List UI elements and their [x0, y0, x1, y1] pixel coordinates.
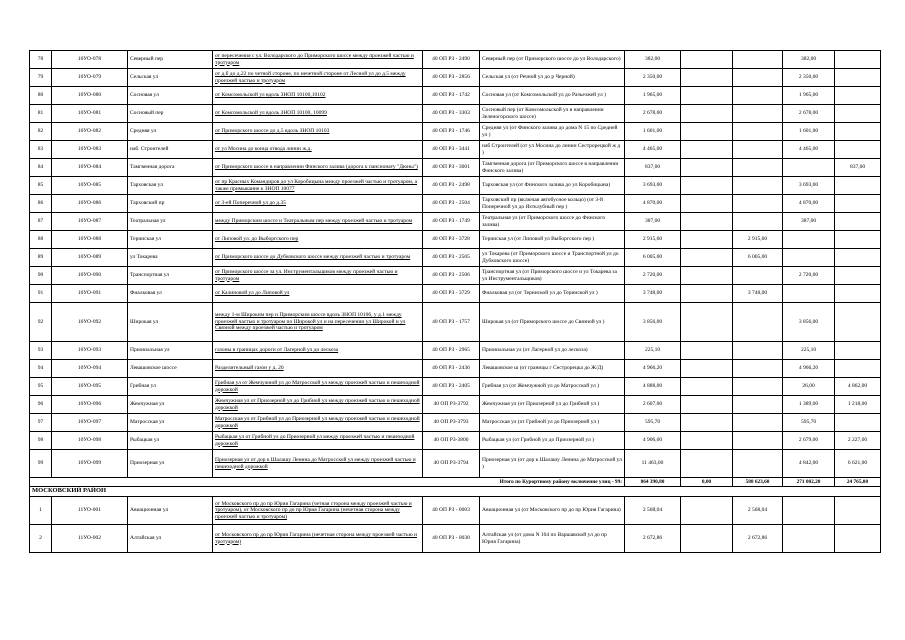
row-code: 10УО-078 — [52, 51, 128, 69]
row-code: 11УО-001 — [52, 497, 128, 525]
row-object-name: Грибная ул (от Жемчужной ул до Матросской ул ) — [480, 378, 625, 396]
row-object-name: Северный пер (от Приморского шоссе до ул Володарского) — [480, 51, 625, 69]
row-registry-number: 40 ОП РЗ-3794 — [423, 450, 480, 478]
table-row — [30, 231, 881, 249]
row-col-3 — [783, 159, 835, 177]
row-col-3: 1 601,00 — [783, 123, 835, 141]
row-col-1 — [681, 249, 733, 267]
row-code: 10УО-092 — [52, 303, 128, 342]
row-code: 10УО-084 — [52, 159, 128, 177]
row-registry-number: 40 ОП РЗ - 2498 — [423, 177, 480, 195]
row-col-2: 2 915,60 — [733, 231, 783, 249]
table-row — [30, 378, 881, 396]
total-sum: 864 390,80 — [625, 478, 681, 487]
row-col-2 — [733, 141, 783, 159]
row-registry-number: 40 ОП РЗ - 2506 — [423, 267, 480, 285]
row-code: 11УО-002 — [52, 525, 128, 553]
row-col-3: 3 856,00 — [783, 303, 835, 342]
row-col-2 — [733, 360, 783, 378]
row-street-name: Приовзальная ул — [128, 342, 213, 360]
row-col-4 — [835, 525, 881, 553]
row-description: от Приморского шоссе в направлении Финского залива (дорога к пансионату "Дюны") — [213, 159, 423, 177]
district-header-row — [30, 487, 881, 497]
table-row — [30, 360, 881, 378]
table-row — [30, 51, 881, 69]
row-object-name: Алтайская ул (от дома N 104 по Варшавской ул до пр Юрия Гагарина) — [480, 525, 625, 553]
row-code: 10УО-095 — [52, 378, 128, 396]
row-object-name: Жемчужная ул (от Приозерной ул до Грибной ул ) — [480, 396, 625, 414]
row-col-3 — [783, 231, 835, 249]
row-col-4: 6 621,00 — [835, 450, 881, 478]
row-col-2 — [733, 378, 783, 396]
row-col-3: 1 965,00 — [783, 87, 835, 105]
row-street-name: Авиационная ул — [128, 497, 213, 525]
row-col-4 — [835, 105, 881, 123]
row-code: 10УО-081 — [52, 105, 128, 123]
row-street-name: ул Токарева — [128, 249, 213, 267]
row-total: 4 465,00 — [625, 141, 681, 159]
row-col-4: 4 862,00 — [835, 378, 881, 396]
row-col-1 — [681, 396, 733, 414]
row-col-2 — [733, 177, 783, 195]
row-col-1 — [681, 177, 733, 195]
table-row — [30, 105, 881, 123]
row-registry-number: 40 ОП РЗ-3793 — [423, 414, 480, 432]
row-number: 87 — [30, 213, 52, 231]
row-col-1 — [681, 303, 733, 342]
row-street-name: Средняя ул — [128, 123, 213, 141]
row-total: 3 856,00 — [625, 303, 681, 342]
row-street-name: Северный пер — [128, 51, 213, 69]
row-total: 387,00 — [625, 213, 681, 231]
row-registry-number: 40 ОП РЗ-3800 — [423, 432, 480, 450]
row-object-name: Приозерная ул (от дор к Шалашу Ленина до Матросской ул ) — [480, 450, 625, 478]
row-number: 91 — [30, 285, 52, 303]
row-total: 4 888,00 — [625, 378, 681, 396]
row-total: 2 678,00 — [625, 105, 681, 123]
row-total: 4 906,00 — [625, 432, 681, 450]
row-description: между 1-м Широким пер и Приморским шоссе вдоль ЗНОП 10106, у д.1 между проезжей частью и тротуаром по Широкой ул и на пересечении ул Широкой и ул Связной между проезжей частью и тротуаром — [213, 303, 423, 342]
row-object-name: Тамгвенная дорога (от Приморского шоссе в направлении Финского залива) — [480, 159, 625, 177]
row-object-name: ул Токарева (от Приморского шоссе и Транспортной ул до Дубковского шоссе) — [480, 249, 625, 267]
row-registry-number: 40 ОП РЗ - 1746 — [423, 123, 480, 141]
row-col-1 — [681, 213, 733, 231]
row-object-name: Тарховская ул (от Финского залива до ул Коробицына) — [480, 177, 625, 195]
row-registry-number: 40 ОП РЗ - 3729 — [423, 285, 480, 303]
row-col-3: 387,00 — [783, 213, 835, 231]
row-col-2 — [733, 303, 783, 342]
row-number: 83 — [30, 141, 52, 159]
row-col-3: 2 350,00 — [783, 69, 835, 87]
row-col-2 — [733, 51, 783, 69]
row-code: 10УО-097 — [52, 414, 128, 432]
row-street-name: Грибная ул — [128, 378, 213, 396]
row-col-4 — [835, 285, 881, 303]
row-registry-number: 40 ОП РЗ - 2436 — [423, 360, 480, 378]
row-number: 99 — [30, 450, 52, 478]
row-col-2 — [733, 450, 783, 478]
row-code: 10УО-098 — [52, 432, 128, 450]
row-number: 98 — [30, 432, 52, 450]
row-col-2 — [733, 159, 783, 177]
row-total: 2 672,86 — [625, 525, 681, 553]
row-registry-number: 40 ОП РЗ - 2856 — [423, 69, 480, 87]
table-row — [30, 432, 881, 450]
row-col-3 — [783, 497, 835, 525]
row-street-name: Транспортная ул — [128, 267, 213, 285]
row-street-name: Рыбацкая ул — [128, 432, 213, 450]
row-object-name: Тарховский пр (включая автобусное кольцо) (от 3-й Поперечной ул до Яхтклубный пер ) — [480, 195, 625, 213]
row-object-name: Рыбацкая ул (от Грибной ул до Приозерной ул ) — [480, 432, 625, 450]
row-col-3: 595,70 — [783, 414, 835, 432]
row-code: 10УО-088 — [52, 231, 128, 249]
row-col-4 — [835, 249, 881, 267]
row-registry-number: 40 ОП РЗ - 3303 — [423, 105, 480, 123]
row-description: от пр Красных Командиров до ул Коробицына между проезжей частью и тротуаром, а также примыкание к ЗНОП 10077 — [213, 177, 423, 195]
row-total: 3 693,00 — [625, 177, 681, 195]
row-col-4 — [835, 69, 881, 87]
row-col-4 — [835, 87, 881, 105]
table-row — [30, 525, 881, 553]
row-col-1 — [681, 414, 733, 432]
row-col-4 — [835, 342, 881, 360]
row-col-2 — [733, 432, 783, 450]
row-col-3: 3 693,00 — [783, 177, 835, 195]
row-col-2 — [733, 195, 783, 213]
row-col-1 — [681, 525, 733, 553]
row-description: от Приморского шоссе до д.5 вдоль ЗНОП 10103 — [213, 123, 423, 141]
row-description: Жемчужная ул от Приозерной ул до Грибной ул между проезжей частью и пешеходной дорожкой — [213, 396, 423, 414]
row-number: 88 — [30, 231, 52, 249]
row-col-2: 3 748,00 — [733, 285, 783, 303]
row-number: 2 — [30, 525, 52, 553]
row-col-1 — [681, 159, 733, 177]
row-col-1 — [681, 378, 733, 396]
row-description: от Московского пр до пр Юрия Гагарина (четная сторона между проезжей частью и тротуаром), от Московского пр до пр Юрия Гагарина (нечетная сторона между проезжей частью и тротуаром) — [213, 497, 423, 525]
total-col-3: 271 002,20 — [783, 478, 835, 487]
row-description: от 3-ей Поперечной ул до д.35 — [213, 195, 423, 213]
table-row — [30, 303, 881, 342]
row-col-2 — [733, 267, 783, 285]
row-object-name: Сосновая ул (от Комсомольской ул до Разъезжей ул ) — [480, 87, 625, 105]
row-col-2: 2 672,86 — [733, 525, 783, 553]
row-street-name: Терииская ул — [128, 231, 213, 249]
row-code: 10УО-091 — [52, 285, 128, 303]
row-description: Рыбацкая ул от Грибной ул до Приозерной ул между проезжей частью и пешеходной дорожкой — [213, 432, 423, 450]
total-col-1: 0,00 — [681, 478, 733, 487]
row-total: 382,00 — [625, 51, 681, 69]
row-code: 10УО-096 — [52, 396, 128, 414]
row-object-name: Терииская ул (от Липовой ул Выборгского пер ) — [480, 231, 625, 249]
row-total: 1 965,00 — [625, 87, 681, 105]
row-object-name: Транспортная ул (от Приморского шоссе и ул Токарева за ул Инструментальщиков) — [480, 267, 625, 285]
row-col-4 — [835, 177, 881, 195]
row-description: Матросская ул от Грибной ул до Приозерной ул между проезжей частью и пешеходной дорожкой — [213, 414, 423, 432]
row-registry-number: 40 ОП РЗ - 1757 — [423, 303, 480, 342]
row-col-3: 2 679,00 — [783, 432, 835, 450]
row-number: 96 — [30, 396, 52, 414]
row-code: 10УО-079 — [52, 69, 128, 87]
table-row — [30, 195, 881, 213]
row-col-2 — [733, 69, 783, 87]
table-row — [30, 87, 881, 105]
row-number: 86 — [30, 195, 52, 213]
row-description: газоны в границах дороги от Лагерной ул до лескоза — [213, 342, 423, 360]
row-col-3: 26,00 — [783, 378, 835, 396]
row-total: 837,00 — [625, 159, 681, 177]
row-code: 10УО-082 — [52, 123, 128, 141]
row-col-3: 2 720,00 — [783, 267, 835, 285]
row-total: 11 463,00 — [625, 450, 681, 478]
row-street-name: Фиалковая ул — [128, 285, 213, 303]
row-description: от Липовой ул. до Выборгского пер — [213, 231, 423, 249]
row-street-name: Тамгвенная дорога — [128, 159, 213, 177]
row-description: Приозерная ул от дор к Шалашу Ленина до Матросской ул между проезжей частью и пешеходной дорожкой — [213, 450, 423, 478]
row-number: 92 — [30, 303, 52, 342]
row-col-1 — [681, 123, 733, 141]
table-row — [30, 177, 881, 195]
row-number: 79 — [30, 69, 52, 87]
table-row — [30, 285, 881, 303]
row-object-name: Сосновый пер (от Комсомольской ул в направлении Зеленогорского шоссе) — [480, 105, 625, 123]
row-col-1 — [681, 87, 733, 105]
row-col-2 — [733, 396, 783, 414]
row-registry-number: 40 ОП РЗ - 0038 — [423, 525, 480, 553]
row-col-1 — [681, 231, 733, 249]
total-row — [30, 478, 881, 487]
row-col-2 — [733, 342, 783, 360]
row-col-1 — [681, 195, 733, 213]
row-col-1 — [681, 432, 733, 450]
row-registry-number: 40 ОП РЗ - 0003 — [423, 497, 480, 525]
table-row — [30, 123, 881, 141]
row-number: 89 — [30, 249, 52, 267]
row-col-1 — [681, 497, 733, 525]
row-code: 10УО-090 — [52, 267, 128, 285]
table-row — [30, 249, 881, 267]
table-row — [30, 141, 881, 159]
row-registry-number: 40 ОП РЗ - 2965 — [423, 342, 480, 360]
row-col-1 — [681, 51, 733, 69]
row-number: 81 — [30, 105, 52, 123]
row-col-1 — [681, 450, 733, 478]
row-col-3: 225,10 — [783, 342, 835, 360]
row-number: 97 — [30, 414, 52, 432]
row-object-name: Средняя ул (от Финского залива до дома N 15 по Средней ул ) — [480, 123, 625, 141]
row-registry-number: 40 ОП РЗ - 2405 — [423, 378, 480, 396]
row-col-4 — [835, 303, 881, 342]
row-col-1 — [681, 285, 733, 303]
row-total: 3 748,00 — [625, 285, 681, 303]
row-col-3: 2 678,00 — [783, 105, 835, 123]
row-street-name: Тарховский пр — [128, 195, 213, 213]
row-street-name: Приозерная ул — [128, 450, 213, 478]
row-col-4: 2 227,00 — [835, 432, 881, 450]
row-object-name: Сельская ул (от Речной ул до р Черной) — [480, 69, 625, 87]
row-code: 10УО-093 — [52, 342, 128, 360]
row-col-1 — [681, 141, 733, 159]
row-description: от Калиновой ул до Липовой ул — [213, 285, 423, 303]
row-registry-number: 40 ОП РЗ - 1749 — [423, 213, 480, 231]
row-col-4 — [835, 231, 881, 249]
table-row — [30, 159, 881, 177]
row-code: 10УО-086 — [52, 195, 128, 213]
row-description: от Приморского шоссе до Дубковского шоссе между проезжей частью и тротуаром — [213, 249, 423, 267]
row-total: 2 350,00 — [625, 69, 681, 87]
row-description: от Комсомольской ул вдоль ЗНОП 10100,10102 — [213, 87, 423, 105]
row-col-4: 1 218,00 — [835, 396, 881, 414]
row-object-name: Авиационная ул (от Московского пр до пр Юрия Гагарина) — [480, 497, 625, 525]
row-number: 84 — [30, 159, 52, 177]
row-col-1 — [681, 342, 733, 360]
row-street-name: Широкая ул — [128, 303, 213, 342]
row-col-1 — [681, 360, 733, 378]
streets-table — [29, 50, 881, 553]
row-total: 1 601,00 — [625, 123, 681, 141]
row-number: 82 — [30, 123, 52, 141]
row-object-name: Матросская ул (от Грибной ул до Приозерной ул ) — [480, 414, 625, 432]
row-street-name: Сельская ул — [128, 69, 213, 87]
row-col-3: 4 966,20 — [783, 360, 835, 378]
row-total: 6 005,00 — [625, 249, 681, 267]
row-number: 78 — [30, 51, 52, 69]
district-title: МОСКОВСКИЙ РАЙОН — [30, 487, 881, 497]
row-object-name: Приовзальная ул (от Лагерной ул до лескоза) — [480, 342, 625, 360]
row-object-name: Левашовское ш (от границы г Сестрорецка до Ж/Д) — [480, 360, 625, 378]
row-registry-number: 40 ОП РЗ - 2505 — [423, 249, 480, 267]
row-col-4 — [835, 141, 881, 159]
total-col-2: 588 623,60 — [733, 478, 783, 487]
row-col-3: 382,00 — [783, 51, 835, 69]
table-row — [30, 213, 881, 231]
row-street-name: Левашовское шоссе — [128, 360, 213, 378]
row-number: 85 — [30, 177, 52, 195]
row-registry-number: 40 ОП РЗ-3792 — [423, 396, 480, 414]
row-col-2: 6 005,00 — [733, 249, 783, 267]
row-object-name: Широкая ул (от Приморского шоссе до Связной ул ) — [480, 303, 625, 342]
row-total: 595,70 — [625, 414, 681, 432]
row-col-3 — [783, 249, 835, 267]
row-col-2 — [733, 123, 783, 141]
row-col-2 — [733, 105, 783, 123]
row-col-1 — [681, 69, 733, 87]
row-registry-number: 40 ОП РЗ - 3001 — [423, 159, 480, 177]
row-col-1 — [681, 105, 733, 123]
row-street-name: Матросская ул — [128, 414, 213, 432]
row-description: от пересечения с ул. Володарского до Приморского шоссе между проезжей частью и тротуаром — [213, 51, 423, 69]
row-col-2 — [733, 213, 783, 231]
row-registry-number: 40 ОП РЗ - 3728 — [423, 231, 480, 249]
row-number: 95 — [30, 378, 52, 396]
row-description: от Комсомольской ул вдоль ЗНОП 10100, 10099 — [213, 105, 423, 123]
row-registry-number: 40 ОП РЗ - 3441 — [423, 141, 480, 159]
row-total: 2 915,60 — [625, 231, 681, 249]
row-number: 80 — [30, 87, 52, 105]
row-description: между Приморским шоссе и Театральным пер между проезжей частью и тротуаром — [213, 213, 423, 231]
table-row — [30, 267, 881, 285]
row-code: 10УО-080 — [52, 87, 128, 105]
row-col-3: 4 465,00 — [783, 141, 835, 159]
row-col-3 — [783, 525, 835, 553]
row-description: от д.б до д.22 по четной стороне, по нечетной стороне от Лесной ул до д.5 между проезжей частью и тротуаром — [213, 69, 423, 87]
row-number: 90 — [30, 267, 52, 285]
row-col-4 — [835, 497, 881, 525]
row-description: Грибная ул от Жемчужной ул до Матросской ул между проезжей частью и пешеходной дорожкой — [213, 378, 423, 396]
row-col-4 — [835, 51, 881, 69]
row-total: 2 607,00 — [625, 396, 681, 414]
row-street-name: наб. Строителей — [128, 141, 213, 159]
row-col-4 — [835, 123, 881, 141]
row-total: 225,10 — [625, 342, 681, 360]
row-street-name: Сосновая ул — [128, 87, 213, 105]
row-code: 10УО-099 — [52, 450, 128, 478]
row-total: 4 966,20 — [625, 360, 681, 378]
row-total: 2 720,00 — [625, 267, 681, 285]
row-street-name: Алтайская ул — [128, 525, 213, 553]
table-row — [30, 414, 881, 432]
row-street-name: Театральная ул — [128, 213, 213, 231]
row-registry-number: 40 ОП РЗ - 2490 — [423, 51, 480, 69]
row-col-1 — [681, 267, 733, 285]
table-row — [30, 342, 881, 360]
row-col-4 — [835, 195, 881, 213]
row-description: от Московского пр до пр Юрия Гагарина (нечетная сторона между проезжей частью и тротуаром) — [213, 525, 423, 553]
table-row — [30, 396, 881, 414]
table-row — [30, 497, 881, 525]
total-col-4: 24 765,00 — [835, 478, 881, 487]
document-sheet — [29, 50, 880, 553]
row-object-name: наб Строителей (от ул Мосина до линии Сестрорецкой ж д ) — [480, 141, 625, 159]
row-code: 10УО-083 — [52, 141, 128, 159]
row-object-name: Фиалковая ул (от Терииской ул до Терииской ул ) — [480, 285, 625, 303]
row-code: 10УО-085 — [52, 177, 128, 195]
row-code: 10УО-087 — [52, 213, 128, 231]
row-col-2: 2 568,04 — [733, 497, 783, 525]
row-description: от ул Мосина до конца отвода линии ж.д. — [213, 141, 423, 159]
table-row — [30, 69, 881, 87]
row-col-3: 4 870,00 — [783, 195, 835, 213]
row-col-3 — [783, 285, 835, 303]
row-number: 94 — [30, 360, 52, 378]
total-label: Итого по Курортному району включение улиц - 99: — [30, 478, 625, 487]
row-street-name: Жемчужная ул — [128, 396, 213, 414]
row-total: 2 568,04 — [625, 497, 681, 525]
row-code: 10УО-094 — [52, 360, 128, 378]
row-street-name: Сосновый пер — [128, 105, 213, 123]
row-object-name: Театральная ул (от Приморского шоссе до Финского залива) — [480, 213, 625, 231]
row-col-4 — [835, 267, 881, 285]
row-col-4 — [835, 360, 881, 378]
row-description: от Приморского шоссе за ул. Инструментальщиков между проезжей частью и тротуаром — [213, 267, 423, 285]
row-col-4 — [835, 213, 881, 231]
table-row — [30, 450, 881, 478]
row-registry-number: 40 ОП РЗ - 1742 — [423, 87, 480, 105]
row-col-2 — [733, 414, 783, 432]
row-description: Разделительный газон у д. 20 — [213, 360, 423, 378]
row-registry-number: 40 ОП РЗ - 2504 — [423, 195, 480, 213]
row-street-name: Тарховская ул — [128, 177, 213, 195]
row-total: 4 870,00 — [625, 195, 681, 213]
row-col-2 — [733, 87, 783, 105]
row-col-4 — [835, 414, 881, 432]
row-number: 93 — [30, 342, 52, 360]
row-col-3: 1 389,00 — [783, 396, 835, 414]
row-col-4: 837,00 — [835, 159, 881, 177]
row-code: 10УО-089 — [52, 249, 128, 267]
row-number: 1 — [30, 497, 52, 525]
row-col-3: 4 842,00 — [783, 450, 835, 478]
